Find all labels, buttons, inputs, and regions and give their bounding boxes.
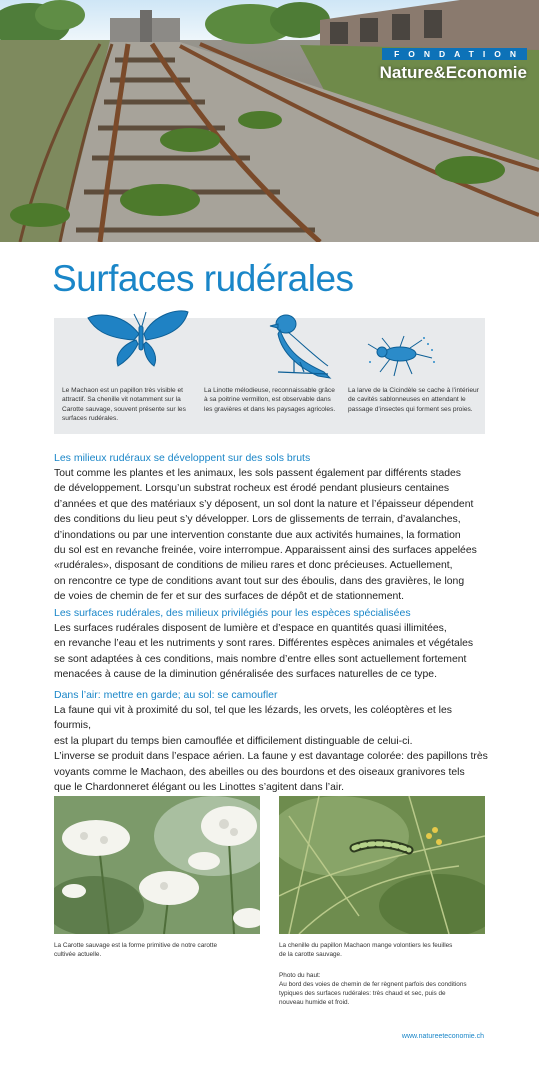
top-photo-note-text: Au bord des voies de chemin de fer règnent parfois des conditions typiques des surfaces rudérales: très chaud et sec, puis de nouveau humide et froid. [279,981,467,1007]
section-soils [54,452,490,605]
section-body: La faune qui vit à proximité du sol, tel que les lézards, les orvets, les coléoptères et les fourmis, est la plupart du temps bien camouflée et difficilement distinguable de celui-ci. L’inverse se produit dans l’espace aérien. La faune y est davantage colorée: des papillons très voyants comme le Machaon, des abeilles ou des bourdons et des oiseaux granivores tels que le Chardonneret élégant ou les Linottes s’agitent dans l’air. [54,705,488,794]
section-camouflage [54,689,490,795]
section-heading: Les surfaces rudérales, des milieux privilégiés pour les espèces spécialisées [54,607,411,619]
wild-carrot-caption: La Carotte sauvage est la forme primitive de notre carotte cultivée actuelle. [54,942,218,959]
section-body: Tout comme les plantes et les animaux, les sols passent également par différents stades de développement. Lorsqu’un substrat rocheux est érodé pendant plusieurs centaines d’années et que des matériaux s’y déposent, un sol dont la nature et l’épaisseur dépendent des conditions du lieu peut s’y développer. Lors de glissements de terrain, d’avalanches, d’inondations ou par une intervention constante due aux activités humaines, la formation du sol est en revanche freinée, voire interrompue. Apparaissent ainsi des surfaces appelées «rudérales», disposant de conditions de milieu rares et donc précieuses. Actuellement, on rencontre ce type de conditions avant tout sur des éboulis, dans des gravières, le long de voies de chemin de fer et sur des surfaces de dépôt et de stationnement. [54,468,477,603]
larva-caption: La larve de la Cicindèle se cache à l’intérieur de cavités sablonneuses en attendant le passage d’insectes qui forment ses proies. [348,387,479,413]
section-heading: Dans l’air: mettre en garde; au sol: se camoufler [54,689,278,701]
animal-panel-larva [342,318,485,434]
butterfly-caption: Le Machaon est un papillon très visible et attractif. Sa chenille vit notamment sur la Carotte sauvage, souvent présente sur les surfaces rudérales. [62,387,186,423]
animal-panel-bird [198,318,342,434]
beetle-larva-icon [360,332,440,382]
wild-carrot-photo [54,796,260,934]
top-photo-note-label: Photo du haut: [279,972,321,979]
hero-photo [0,0,539,242]
bird-caption: La Linotte mélodieuse, reconnaissable grâce à sa poitrine vermillon, est observable dans les gravières et dans les paysages agricoles. [204,387,336,413]
caterpillar-caption: La chenille du papillon Machaon mange volontiers les feuilles de la carotte sauvage. [279,942,453,959]
caterpillar-photo [279,796,485,934]
section-body: Les surfaces rudérales disposent de lumière et d’espace en quantités quasi illimitées, en revanche l’eau et les nutriments y sont rares. Différentes espèces animales et végétales se sont adaptées à ces conditions, mais nombre d’entre elles sont actuellement fortement menacées à cause de la diminution généralisée des surfaces naturelles de ce type. [54,623,474,681]
animal-panel-butterfly [54,318,198,434]
logo-name: Nature&Economie [379,63,527,82]
section-specialised-species [54,607,490,683]
railway-image [0,0,539,242]
logo-fondation-label: FONDATION [382,48,527,60]
website-link[interactable]: www.natureeteconomie.ch [401,1033,484,1040]
butterfly-icon [84,304,194,370]
bird-icon [258,302,348,382]
page-title: Surfaces rudérales [52,258,354,299]
foundation-logo [380,44,527,83]
section-heading: Les milieux rudéraux se développent sur des sols bruts [54,452,311,464]
caterpillar-image [279,796,485,934]
wild-carrot-image [54,796,260,934]
illustration-box [54,318,485,434]
